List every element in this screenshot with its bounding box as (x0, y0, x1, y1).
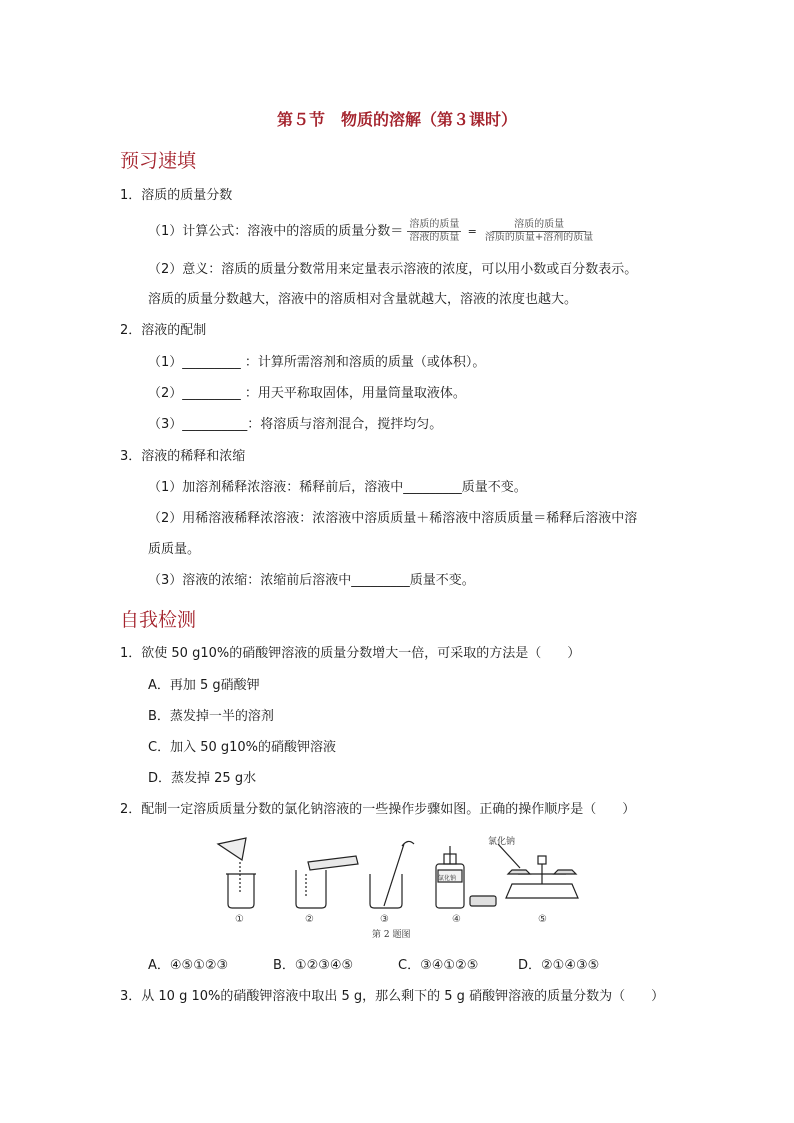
option-d-order: D．②①④③⑤ (518, 958, 600, 973)
test-question-1: 1．欲使 50 g10%的硝酸钾溶液的质量分数增大一倍，可采取的方法是（ ） (120, 646, 581, 661)
option-b: B．蒸发掉一半的溶剂 (148, 709, 274, 724)
prep-step-1: （1）_________ ：计算所需溶剂和溶质的质量（或体积）。 (148, 355, 486, 370)
dilution-item-2: （2）用稀溶液稀释浓溶液：浓溶液中溶质质量＋稀溶液中溶质质量＝稀释后溶液中溶 (148, 511, 638, 526)
meaning-line-1: （2）意义：溶质的质量分数常用来定量表示溶液的浓度，可以用小数或百分数表示。 (148, 262, 638, 277)
question-3-heading: 3．溶液的稀释和浓缩 (120, 449, 246, 464)
dilution-item-3: （3）溶液的浓缩：浓缩前后溶液中_________质量不变。 (148, 573, 475, 588)
lab-procedure-figure (208, 834, 588, 939)
equals-sign: = (467, 224, 477, 238)
fraction-denominator: 溶质的质量+溶剂的质量 (484, 232, 594, 243)
bottle-label: 氯化钠 (438, 875, 457, 882)
meaning-line-2: 溶质的质量分数越大，溶液中的溶质相对含量就越大，溶液的浓度也越大。 (148, 292, 578, 307)
fraction-denominator: 溶液的质量 (409, 232, 460, 243)
fraction-numerator: 溶质的质量 (409, 219, 460, 230)
fraction-mass-ratio (407, 219, 461, 244)
fraction-numerator: 溶质的质量 (492, 219, 586, 232)
test-question-2: 2．配制一定溶质质量分数的氯化钠溶液的一些操作步骤如图。正确的操作顺序是（ ） (120, 802, 636, 817)
option-a: A．再加 5 g硝酸钾 (148, 678, 260, 693)
step-number-5: ⑤ (538, 914, 547, 925)
dilution-item-2-cont: 质质量。 (148, 542, 201, 557)
option-b-order: B．①②③④⑤ (273, 958, 354, 973)
step-number-2: ② (305, 914, 314, 925)
question-2-heading: 2．溶液的配制 (120, 323, 207, 338)
formula-line (148, 219, 595, 244)
prep-step-2: （2）_________ ：用天平称取固体，用量筒量取液体。 (148, 386, 466, 401)
prep-step-3: （3）__________：将溶质与溶剂混合，搅拌均匀。 (148, 417, 443, 432)
fraction-expanded (483, 219, 595, 244)
figure-caption: 第 2 题图 (372, 930, 411, 940)
section-heading-selfcheck: 自我检测 (120, 609, 197, 631)
section-heading-preview: 预习速填 (120, 150, 197, 172)
step-number-4: ④ (452, 914, 461, 925)
page-title: 第５节 物质的溶解（第３课时） (276, 110, 517, 129)
option-c-order: C．③④①②⑤ (398, 958, 479, 973)
test-question-3: 3．从 10 g 10%的硝酸钾溶液中取出 5 g，那么剩下的 5 g 硝酸钾溶液的质量分数为（ ） (120, 989, 665, 1004)
option-d: D．蒸发掉 25 g水 (148, 771, 257, 786)
formula-prefix: （1）计算公式：溶液中的溶质的质量分数＝ (148, 224, 404, 239)
step-number-3: ③ (380, 914, 389, 925)
lab-procedure-illustration (208, 834, 588, 939)
option-c: C．加入 50 g10%的硝酸钾溶液 (148, 740, 337, 755)
question-1-heading: 1．溶质的质量分数 (120, 188, 233, 203)
option-a-order: A．④⑤①②③ (148, 958, 229, 973)
step-number-1: ① (235, 914, 244, 925)
figure-label-nacl: 氯化钠 (488, 837, 516, 847)
dilution-item-1: （1）加溶剂稀释浓溶液：稀释前后，溶液中_________质量不变。 (148, 480, 527, 495)
